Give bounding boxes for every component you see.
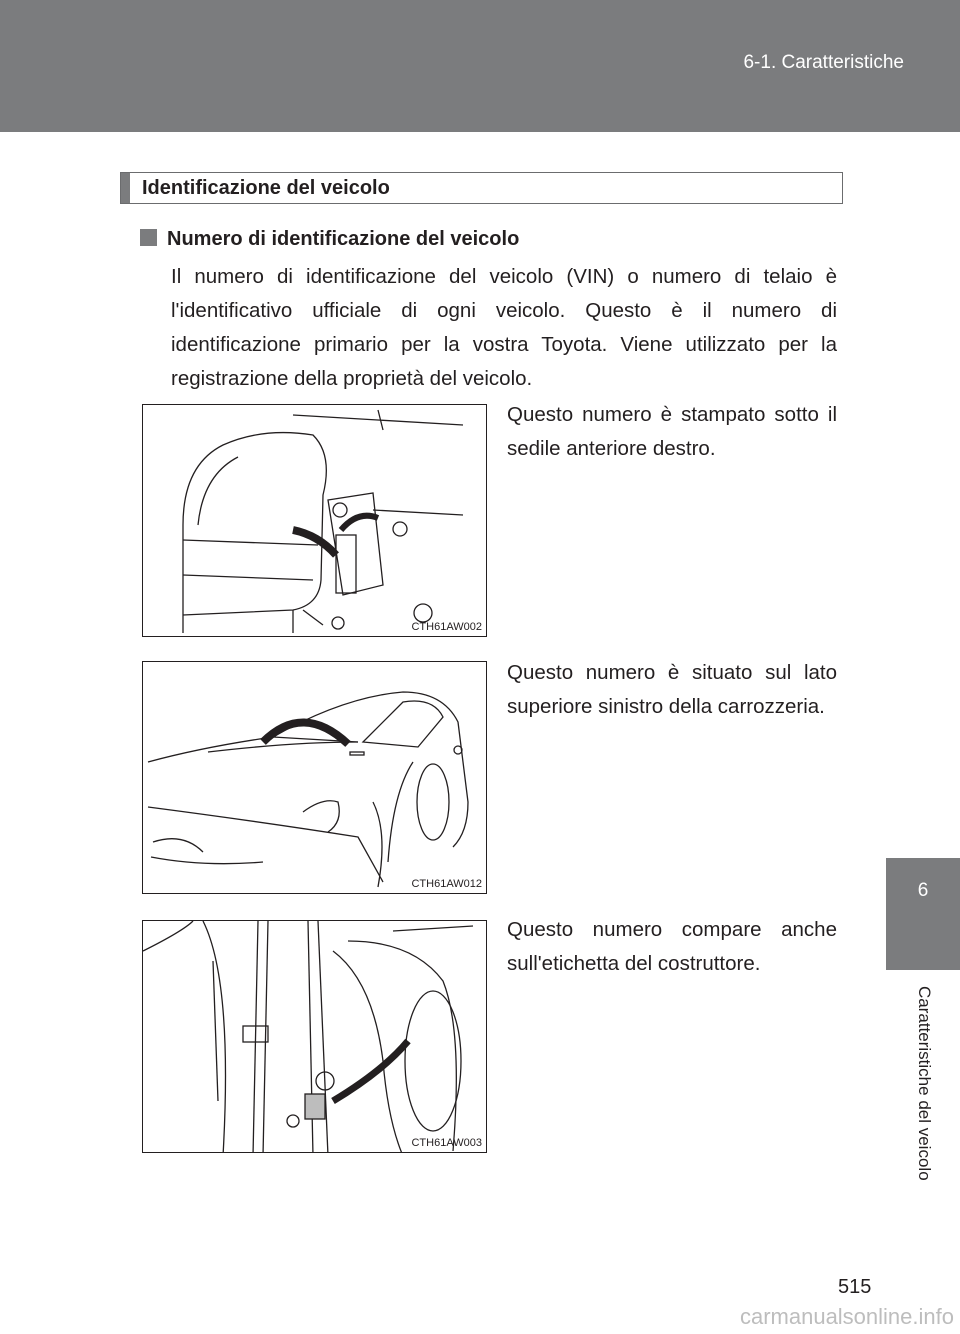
square-bullet-icon <box>140 229 157 246</box>
figure-code: CTH61AW012 <box>411 878 482 890</box>
figure-caption: Questo numero è stampato sotto il sedile anteriore destro. <box>507 403 837 460</box>
arrow-icon <box>333 1041 408 1101</box>
seat-illustration <box>143 405 487 637</box>
header-band <box>0 0 960 132</box>
figure-code: CTH61AW002 <box>411 621 482 633</box>
curved-arrow-icon <box>341 516 378 530</box>
subsection-heading <box>140 228 519 251</box>
figure-code: CTH61AW003 <box>411 1137 482 1149</box>
section-header: 6-1. Caratteristiche <box>743 52 904 73</box>
chapter-side-label: Caratteristiche del veicolo <box>915 986 934 1181</box>
page-number: 515 <box>838 1276 872 1298</box>
figure-caption: Questo numero è situato sul lato superiore sinistro della carrozzeria. <box>507 661 837 718</box>
heading-bar <box>121 173 130 203</box>
subsection-title: Numero di identificazione del veicolo <box>167 228 520 250</box>
car-illustration <box>143 662 487 894</box>
figure-door-label <box>142 920 487 1153</box>
arrow-icon <box>293 530 336 555</box>
watermark[interactable]: carmanualsonline.info <box>739 1304 954 1329</box>
chapter-tab[interactable] <box>886 858 960 970</box>
figure-seat <box>142 404 487 637</box>
door-label-illustration <box>143 921 487 1153</box>
section-heading <box>120 172 843 204</box>
section-title: Identificazione del veicolo <box>142 177 390 199</box>
figure-caption: Questo numero compare anche sull'etichetta del costruttore. <box>507 918 837 975</box>
subsection-body: Il numero di identificazione del veicolo (VIN) o numero di telaio è l'identificativo ufficiale di ogni veicolo. Questo è il numero di identificazione primario per la vostra Toyota. Viene utilizzato per la registrazione della proprietà del veicolo. <box>171 265 837 390</box>
figure-car <box>142 661 487 894</box>
chapter-number: 6 <box>917 880 929 901</box>
